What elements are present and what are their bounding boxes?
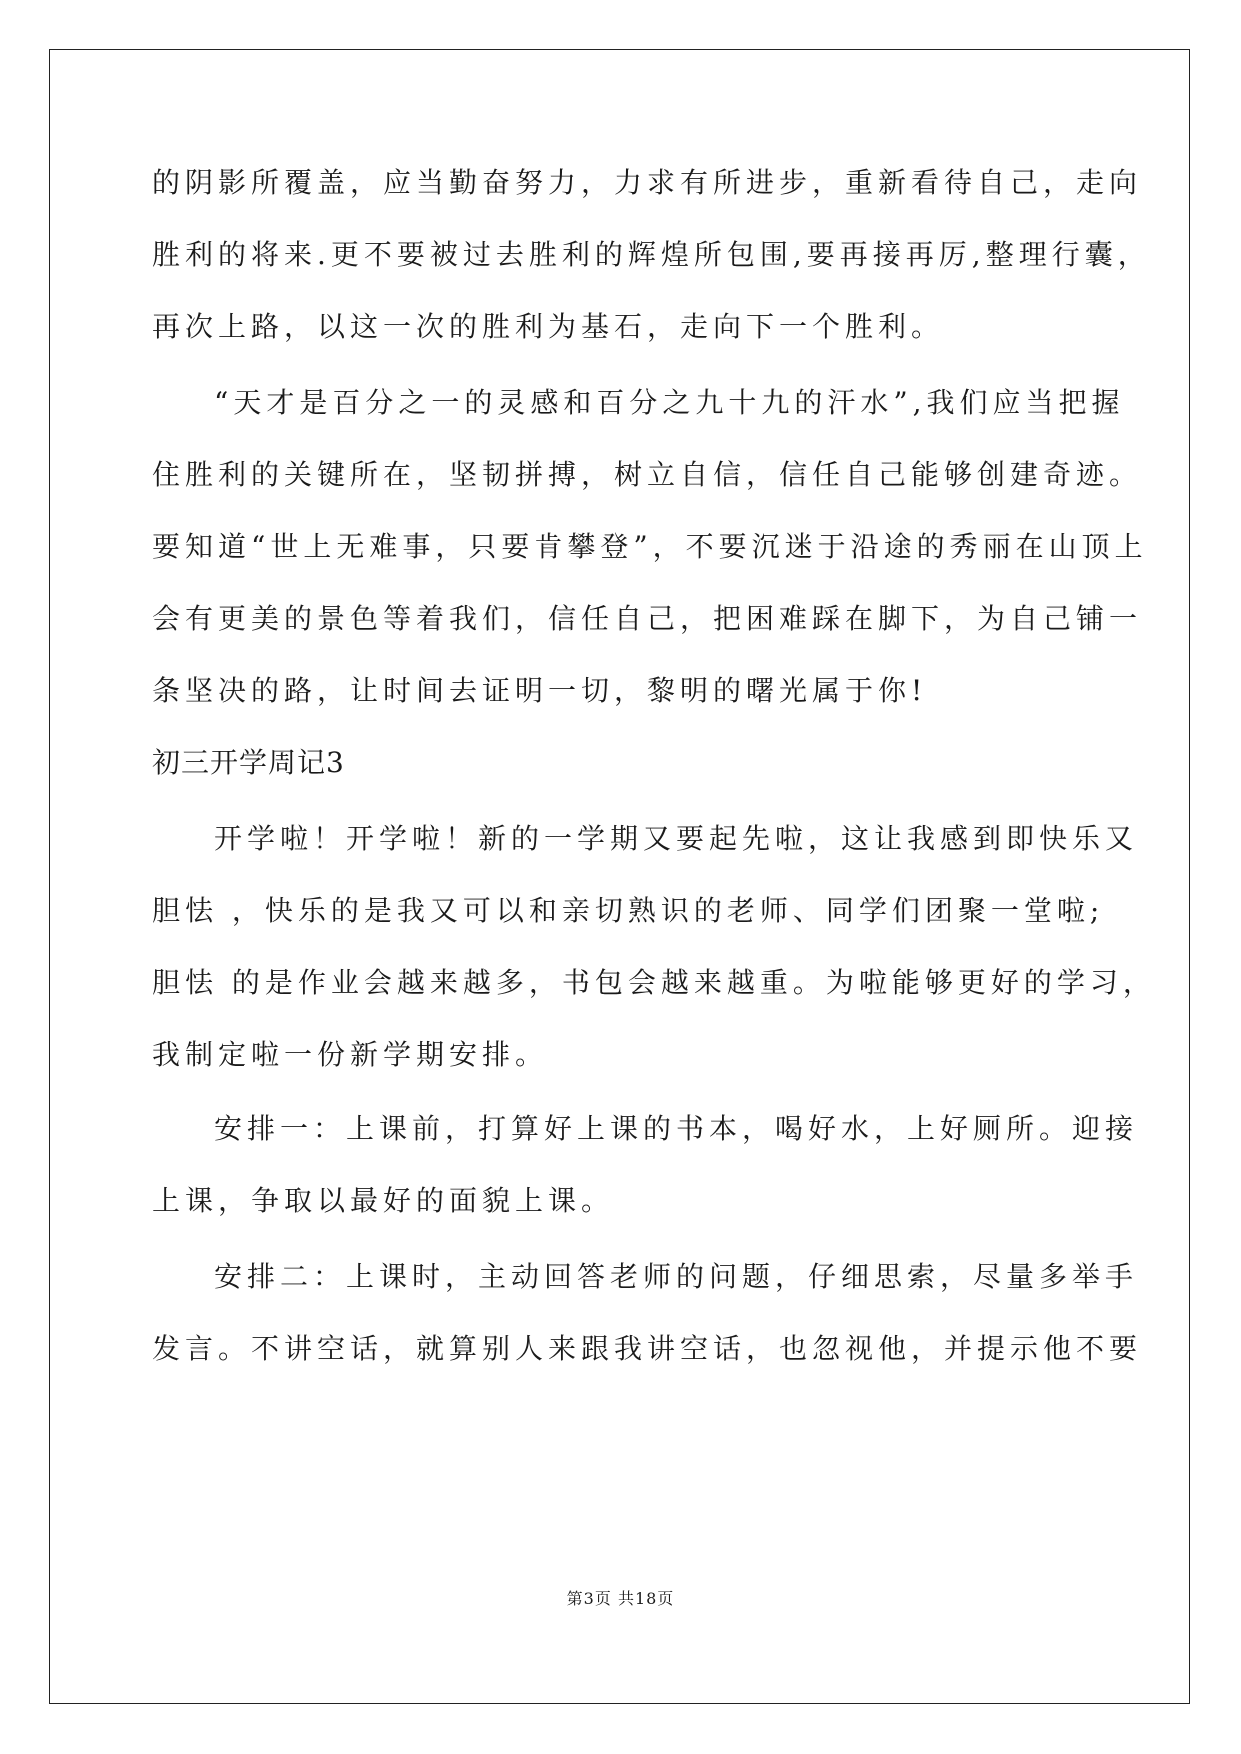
paragraph-line: 安排二：上课时，主动回答老师的问题，仔细思索，尽量多举手 [214, 1260, 1139, 1293]
page-number-footer: 第3页 共18页 [566, 1589, 675, 1608]
section-heading: 初三开学周记3 [152, 746, 345, 779]
paragraph-line: 我制定啦一份新学期安排。 [152, 1038, 549, 1071]
paragraph-line: 安排一：上课前，打算好上课的书本，喝好水，上好厕所。迎接 [214, 1112, 1139, 1145]
paragraph-line: 开学啦！开学啦！新的一学期又要起先啦，这让我感到即快乐又 [214, 822, 1139, 855]
paragraph-line: 胆怯 的是作业会越来越多，书包会越来越重。为啦能够更好的学习， [152, 966, 1156, 999]
paragraph-line: 上课，争取以最好的面貌上课。 [152, 1184, 615, 1217]
paragraph-line: 条坚决的路，让时间去证明一切，黎明的曙光属于你! [152, 674, 928, 707]
paragraph-line: 要知道“世上无难事，只要肯攀登”，不要沉迷于沿途的秀丽在山顶上 [152, 530, 1148, 563]
paragraph-line: 再次上路，以这一次的胜利为基石，走向下一个胜利。 [152, 310, 945, 343]
paragraph-line: 发言。不讲空话，就算别人来跟我讲空话，也忽视他，并提示他不要 [152, 1332, 1143, 1365]
paragraph-line: 胆怯 ，快乐的是我又可以和亲切熟识的老师、同学们团聚一堂啦; [152, 894, 1105, 927]
paragraph-line: 会有更美的景色等着我们，信任自己，把困难踩在脚下，为自己铺一 [152, 602, 1143, 635]
paragraph-line: 住胜利的关键所在，坚韧拼搏，树立自信，信任自己能够创建奇迹。 [152, 458, 1143, 491]
paragraph-line: 的阴影所覆盖，应当勤奋努力，力求有所进步，重新看待自己，走向 [152, 166, 1143, 199]
paragraph-line: “天才是百分之一的灵感和百分之九十九的汗水”,我们应当把握 [214, 386, 1125, 419]
paragraph-line: 胜利的将来.更不要被过去胜利的辉煌所包围,要再接再厉,整理行囊， [152, 238, 1151, 271]
page-frame [49, 49, 1190, 1704]
